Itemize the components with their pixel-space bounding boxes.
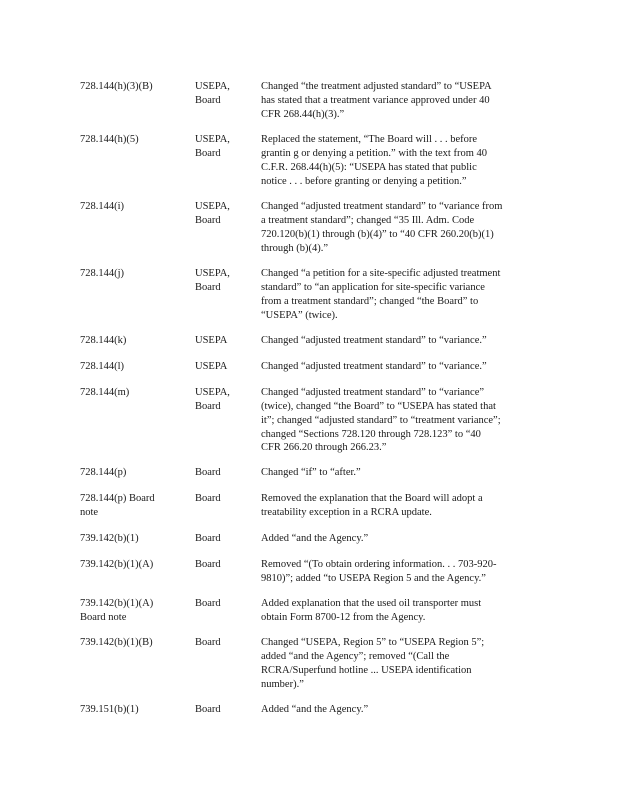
agency-cell [195,334,255,348]
change-cell [261,200,533,255]
agency-line: Board [195,559,221,570]
change-line: number).” [261,678,304,690]
change-line: notice . . . before granting or denying a petition.” [261,175,467,187]
agency-cell [195,492,255,506]
section-line: 728.144(h)(3)(B) [80,81,153,92]
change-cell [261,492,533,520]
change-line: treatability exception in a RCRA update. [261,506,432,518]
section-cell [80,133,188,147]
change-line: (twice), changed “the Board” to “USEPA has stated that [261,400,496,412]
section-line: 728.144(h)(5) [80,134,139,145]
agency-line: Board [195,637,221,648]
section-line: 728.144(k) [80,335,127,346]
section-cell [80,80,188,94]
change-line: 9810)”; added “to USEPA Region 5 and the Agency.” [261,572,486,584]
change-line: it”; changed “adjusted standard” to “treatment variance”; [261,414,501,426]
change-line: added “and the Agency”; removed “(Call the [261,650,450,662]
change-cell [261,133,533,188]
section-cell [80,492,188,520]
agency-cell [195,386,255,414]
agency-line: USEPA, [195,81,230,92]
change-line: Added explanation that the used oil transporter must [261,598,482,609]
change-line: grantin g or denying a petition.” with the text from 40 [261,147,487,159]
section-line: 739.142(b)(1)(B) [80,637,153,648]
section-line: 728.144(l) [80,361,125,372]
agency-line: USEPA, [195,134,230,145]
change-line: Added “and the Agency.” [261,533,369,544]
change-cell [261,334,533,348]
agency-cell [195,532,255,546]
agency-cell [195,636,255,650]
section-line: 728.144(j) [80,268,125,279]
agency-line: USEPA, [195,201,230,212]
change-line: “USEPA” (twice). [261,309,338,321]
section-cell [80,267,188,281]
change-line: CFR 266.20 through 266.23.” [261,442,387,454]
change-line: Removed the explanation that the Board will adopt a [261,493,483,504]
change-line: Changed “the treatment adjusted standard” to “USEPA [261,81,492,92]
change-line: Changed “USEPA, Region 5” to “USEPA Region 5”; [261,637,485,648]
agency-cell [195,360,255,374]
agency-line: Board [195,704,221,715]
agency-line: Board [195,400,221,412]
change-line: Replaced the statement, “The Board will . . . before [261,134,478,145]
section-cell [80,703,188,717]
change-cell [261,532,533,546]
agency-cell [195,558,255,572]
section-line: 728.144(p) Board [80,493,155,504]
agency-line: Board [195,281,221,293]
agency-line: Board [195,147,221,159]
change-line: from a treatment standard”; changed “the Board” to [261,295,479,307]
section-line: 728.144(p) [80,467,127,478]
change-line: C.F.R. 268.44(h)(5): “USEPA has stated that public [261,161,477,173]
section-cell [80,386,188,400]
change-line: Removed “(To obtain ordering information. . . 703-920- [261,559,497,570]
change-line: Changed “if” to “after.” [261,467,361,478]
change-line: Changed “adjusted treatment standard” to “variance.” [261,335,487,346]
change-line: RCRA/Superfund hotline ... USEPA identification [261,664,472,676]
agency-line: USEPA, [195,268,230,279]
change-cell [261,597,533,625]
agency-line: USEPA [195,361,228,372]
change-line: Added “and the Agency.” [261,704,369,715]
section-line: Board note [80,611,127,623]
change-cell [261,267,533,322]
change-cell [261,80,533,122]
agency-cell [195,267,255,295]
section-line: 728.144(m) [80,387,130,398]
change-line: Changed “a petition for a site-specific adjusted treatment [261,268,501,279]
agency-line: Board [195,533,221,544]
section-line: 739.142(b)(1) [80,533,139,544]
section-line: 728.144(i) [80,201,125,212]
change-line: has stated that a treatment variance approved under 40 [261,94,490,106]
change-cell [261,703,533,717]
change-cell [261,360,533,374]
agency-line: Board [195,214,221,226]
section-cell [80,636,188,650]
agency-cell [195,133,255,161]
section-cell [80,597,188,625]
change-line: CFR 268.44(h)(3).” [261,108,345,120]
agency-line: Board [195,94,221,106]
change-line: Changed “adjusted treatment standard” to “variance from [261,201,503,212]
section-line: 739.151(b)(1) [80,704,139,715]
change-line: obtain Form 8700-12 from the Agency. [261,611,426,623]
section-line: note [80,506,99,518]
change-line: changed “Sections 728.120 through 728.123” to “40 [261,428,481,440]
agency-cell [195,200,255,228]
section-cell [80,360,188,374]
agency-cell [195,597,255,611]
agency-line: Board [195,467,221,478]
change-line: 720.120(b)(1) through (b)(4)” to “40 CFR 260.20(b)(1) [261,228,494,240]
change-cell [261,636,533,691]
section-cell [80,466,188,480]
agency-cell [195,466,255,480]
section-cell [80,558,188,572]
change-line: standard” to “an application for site-specific variance [261,281,485,293]
agency-line: USEPA [195,335,228,346]
section-line: 739.142(b)(1)(A) [80,598,154,609]
agency-line: Board [195,598,221,609]
change-line: a treatment standard”; changed “35 Ill. Adm. Code [261,214,475,226]
change-line: Changed “adjusted treatment standard” to “variance.” [261,361,487,372]
section-line: 739.142(b)(1)(A) [80,559,154,570]
agency-cell [195,80,255,108]
section-cell [80,200,188,214]
change-cell [261,386,533,455]
agency-cell [195,703,255,717]
change-cell [261,466,533,480]
change-line: Changed “adjusted treatment standard” to “variance” [261,387,485,398]
section-cell [80,334,188,348]
agency-line: Board [195,493,221,504]
section-cell [80,532,188,546]
change-cell [261,558,533,586]
change-line: through (b)(4).” [261,242,329,254]
agency-line: USEPA, [195,387,230,398]
